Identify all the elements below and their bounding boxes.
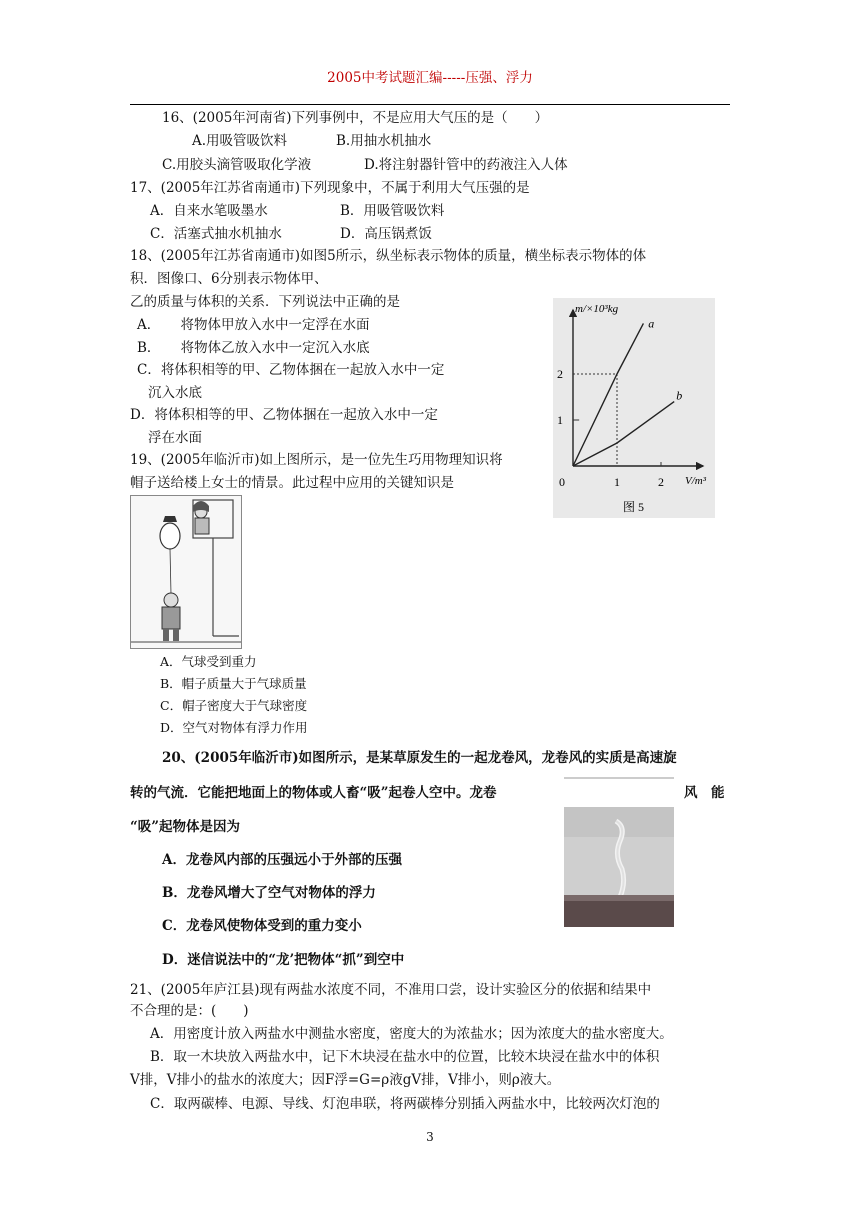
- q18-option-b: B． 将物体乙放入水中一定沉入水底: [137, 340, 370, 356]
- line-a-label: a: [648, 316, 655, 331]
- y-axis-label: m/×10³kg: [575, 303, 619, 315]
- q18-option-c-line2: 沉入水底: [148, 385, 202, 401]
- q17-option-c: C．活塞式抽水机抽水: [150, 226, 282, 242]
- q19-stem-line1: 19、(2005年临沂市)如上图所示，是一位先生巧用物理知识将: [130, 452, 503, 468]
- origin-label: 0: [559, 475, 565, 489]
- q18-stem-line2: 积．图像口、6分别表示物体甲、: [130, 271, 328, 287]
- q21-option-c: C．取两碳棒、电源、导线、灯泡串联，将两碳棒分别插入两盐水中，比较两次灯泡的: [150, 1096, 660, 1112]
- tornado-photo: [564, 777, 674, 927]
- q16-option-b: B.用抽水机抽水: [336, 133, 432, 149]
- q21-option-b-line2: V排，V排小的盐水的浓度大；因F浮=G=ρ液gV排，V排小，则ρ液大。: [130, 1072, 561, 1088]
- balloon-hat-illustration: [130, 495, 242, 649]
- q21-stem-line2: 不合理的是：( ): [130, 1003, 249, 1019]
- q19-option-a: A．气球受到重力: [160, 654, 257, 669]
- q20-stem-line1: 20、(2005年临沂市)如图所示，是某草原发生的一起龙卷风，龙卷风的实质是高速旋: [162, 750, 677, 766]
- header-divider: [130, 104, 730, 105]
- q21-option-b-line1: B．取一木块放入两盐水中，记下木块浸在盐水中的位置，比较木块浸在盐水中的体积: [150, 1049, 660, 1065]
- q19-option-b: B．帽子质量大于气球质量: [160, 676, 307, 691]
- q20-option-c: C．龙卷风使物体受到的重力变小: [162, 918, 362, 934]
- balloon-hat-svg: [131, 496, 241, 648]
- q20-stem-line3: “吸”起物体是因为: [130, 819, 241, 835]
- q16-option-c: C.用胶头滴管吸取化学液: [162, 157, 312, 173]
- q20-stem-line2b: 风 能: [684, 785, 725, 801]
- q17-option-d: D．高压锅煮饭: [340, 226, 432, 242]
- page-title: 2005中考试题汇编-----压强、浮力: [327, 70, 533, 86]
- q19-option-d: D．空气对物体有浮力作用: [160, 720, 308, 735]
- page-number: 3: [426, 1130, 434, 1144]
- q18-option-d-line1: D．将体积相等的甲、乙物体捆在一起放入水中一定: [130, 407, 438, 423]
- q20-option-b: B．龙卷风增大了空气对物体的浮力: [162, 885, 376, 901]
- q20-option-a: A．龙卷风内部的压强远小于外部的压强: [162, 852, 402, 868]
- q17-option-b: B．用吸管吸饮料: [340, 203, 445, 219]
- q18-stem-line3: 乙的质量与体积的关系．下列说法中正确的是: [130, 294, 400, 310]
- line-b-label: b: [676, 388, 683, 403]
- q18-option-d-line2: 浮在水面: [148, 430, 202, 446]
- q17-stem: 17、(2005年江苏省南通市)下列现象中，不属于利用大气压强的是: [130, 180, 530, 196]
- figure-5-graph: [553, 298, 715, 518]
- q18-option-c-line1: C．将体积相等的甲、乙物体捆在一起放入水中一定: [137, 362, 445, 378]
- q16-stem: 16、(2005年河南省)下列事例中，不是应用大气压的是（ ）: [162, 110, 549, 126]
- q21-stem-line1: 21、(2005年庐江县)现有两盐水浓度不同，不准用口尝，设计实验区分的依据和结果中: [130, 982, 652, 998]
- tornado-photo-svg: [564, 777, 674, 927]
- q18-option-a: A． 将物体甲放入水中一定浮在水面: [137, 317, 370, 333]
- q19-stem-line2: 帽子送给楼上女士的情景。此过程中应用的关键知识是: [130, 475, 454, 491]
- q19-option-c: C．帽子密度大于气球密度: [160, 698, 308, 713]
- x-tick-label-1: 1: [614, 475, 620, 489]
- q16-option-d: D.将注射器针管中的药液注入人体: [364, 157, 568, 173]
- q20-stem-line2a: 转的气流．它能把地面上的物体或人畜“吸”起卷人空中。龙卷: [130, 785, 497, 801]
- series-line-a: [573, 323, 643, 466]
- y-tick-label-1: 1: [557, 413, 563, 427]
- y-tick-label-2: 2: [557, 367, 563, 381]
- q21-option-a: A．用密度计放入两盐水中测盐水密度，密度大的为浓盐水；因为浓度大的盐水密度大。: [150, 1026, 673, 1042]
- q20-option-d: D．迷信说法中的“龙’把物体“抓”到空中: [162, 952, 405, 968]
- q17-option-a: A．自来水笔吸墨水: [150, 203, 268, 219]
- figure-caption: 图 5: [623, 500, 645, 514]
- q16-option-a: A.用吸管吸饮料: [192, 133, 288, 149]
- q18-stem-line1: 18、(2005年江苏省南通市)如图5所示，纵坐标表示物体的质量，横坐标表示物体的体: [130, 248, 647, 264]
- x-axis-label: V/m³: [685, 475, 707, 487]
- x-tick-label-2: 2: [658, 475, 664, 489]
- figure-5-svg: [553, 298, 715, 518]
